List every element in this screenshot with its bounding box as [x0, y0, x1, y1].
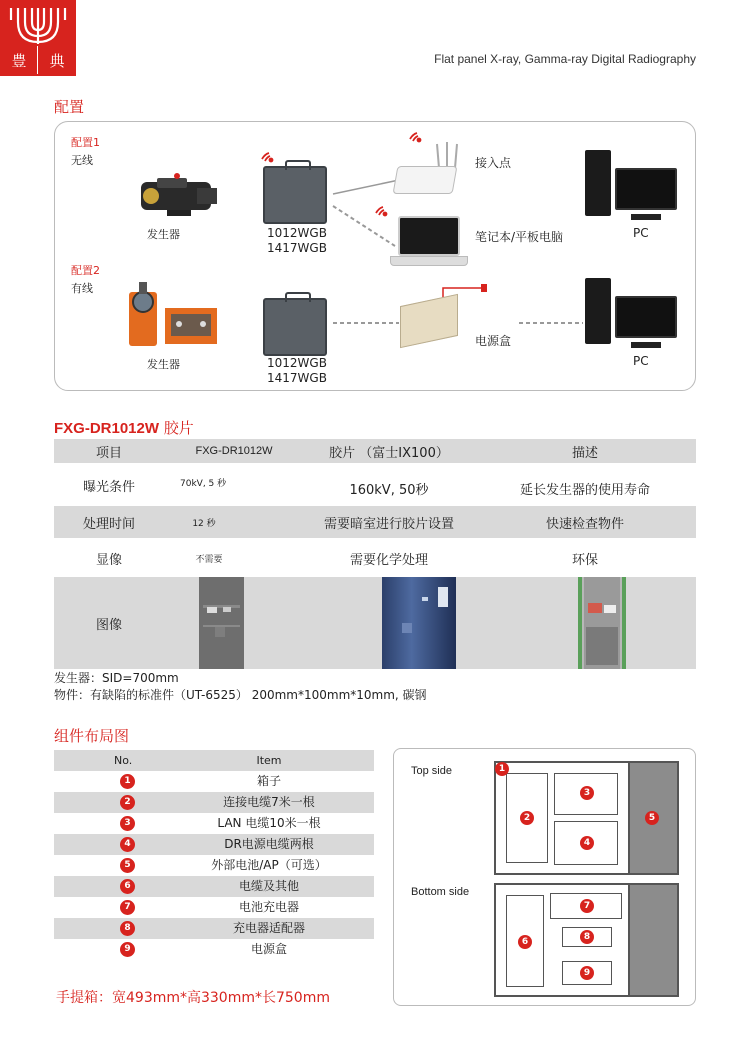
config1-panel-model-1: 1012WGB [267, 226, 327, 240]
config2-label: 配置2 [71, 264, 100, 277]
logo-char-1: 豊 [11, 52, 27, 70]
wifi-icon [407, 130, 425, 144]
layout-section-title: 组件布局图 [54, 727, 130, 745]
table-row: 处理时间 12 秒 需要暗室进行胶片设置 快速检查物件 [54, 506, 696, 538]
list-item: 3 LAN 电缆10米一根 [54, 813, 374, 834]
laptop-screen [398, 216, 460, 256]
table-row: 曝光条件 70kV, 5 秒 160kV, 50秒 延长发生器的使用寿命 [82, 479, 650, 498]
pc-monitor-2 [615, 296, 677, 338]
generator-wireless-icon [137, 170, 223, 220]
header-no: No. [114, 754, 133, 767]
case-bottom [494, 883, 679, 997]
header-item: 项目 [95, 445, 122, 461]
badge-7: 7 [580, 899, 594, 913]
carry-case-dimensions: 手提箱：宽493mm*高330mm*长750mm [56, 990, 330, 1006]
film-image [382, 577, 456, 669]
top-side-label: Top side [411, 765, 452, 777]
laptop-label: 笔记本/平板电脑 [475, 230, 564, 244]
list-item: 1 箱子 [54, 771, 374, 792]
note-generator: 发生器：SID=700mm [54, 671, 179, 685]
table-row-images: 图像 [54, 577, 696, 669]
header-dr: FXG-DR1012W [195, 445, 273, 457]
menorah-icon [8, 4, 68, 44]
list-item: 8 充电器适配器 [54, 918, 374, 939]
film-section-title: FXG-DR1012W 胶片 [54, 419, 194, 437]
badge-2: 2 [520, 811, 534, 825]
config1-label: 配置1 [71, 136, 100, 149]
page-header-title: Flat panel X-ray, Gamma-ray Digital Radiography [434, 52, 696, 66]
generator-wired-icon [125, 282, 221, 350]
config1-generator-label: 发生器 [147, 228, 180, 241]
flat-panel-detector-2 [263, 298, 327, 356]
header-item-col: Item [256, 754, 282, 767]
config2-pc-label: PC [633, 354, 649, 368]
list-item: 4 DR电源电缆两根 [54, 834, 374, 855]
film-table-header [54, 439, 696, 463]
config2-generator-label: 发生器 [147, 358, 180, 371]
access-point-router [393, 166, 458, 194]
header-desc: 描述 [571, 445, 598, 461]
power-box-label: 电源盒 [475, 334, 512, 348]
config2-panel-model-1: 1012WGB [267, 356, 327, 370]
list-item: 6 电缆及其他 [54, 876, 374, 897]
badge-6: 6 [518, 935, 532, 949]
bottom-side-label: Bottom side [411, 886, 470, 898]
table-row: 显像 不需要 需要化学处理 环保 [95, 552, 598, 568]
config1-mode: 无线 [71, 154, 93, 167]
case-diagram-box [393, 748, 696, 1006]
config1-pc-label: PC [633, 226, 649, 240]
badge-8: 8 [580, 930, 594, 944]
pc-monitor-1 [615, 168, 677, 210]
list-header [54, 750, 374, 771]
config2-mode: 有线 [71, 282, 93, 295]
connection-line-pc [517, 318, 585, 328]
logo-char-2: 典 [49, 52, 65, 70]
header-film: 胶片 （富士IX100） [329, 445, 449, 461]
config2-panel-model-2: 1417WGB [267, 371, 327, 385]
list-item: 7 电池充电器 [54, 897, 374, 918]
badge-1: 1 [495, 762, 509, 776]
config-section-title: 配置 [54, 98, 85, 116]
wifi-icon [373, 204, 391, 218]
film-notes [54, 670, 427, 704]
list-item: 5 外部电池/AP（可选） [54, 855, 374, 876]
pc-tower-2 [585, 278, 611, 344]
flat-panel-detector-1 [263, 166, 327, 224]
laptop-base [390, 256, 468, 266]
access-point-label: 接入点 [475, 156, 512, 170]
badge-3: 3 [580, 786, 594, 800]
note-object: 物件：有缺陷的标准件（UT-6525） 200mm*100mm*10mm, 碳钢 [54, 688, 427, 702]
object-photo [578, 577, 626, 669]
brand-logo [0, 0, 76, 76]
dr-image [199, 577, 244, 669]
config-box [54, 121, 696, 391]
connection-line-config2 [331, 318, 401, 328]
badge-5: 5 [645, 811, 659, 825]
badge-9: 9 [580, 966, 594, 980]
case-top [494, 761, 679, 875]
badge-4: 4 [580, 836, 594, 850]
config1-panel-model-2: 1417WGB [267, 241, 327, 255]
list-item: 2 连接电缆7米一根 [54, 792, 374, 813]
wifi-icon [259, 150, 277, 164]
pc-tower-1 [585, 150, 611, 216]
list-item: 9 电源盒 [54, 939, 374, 960]
